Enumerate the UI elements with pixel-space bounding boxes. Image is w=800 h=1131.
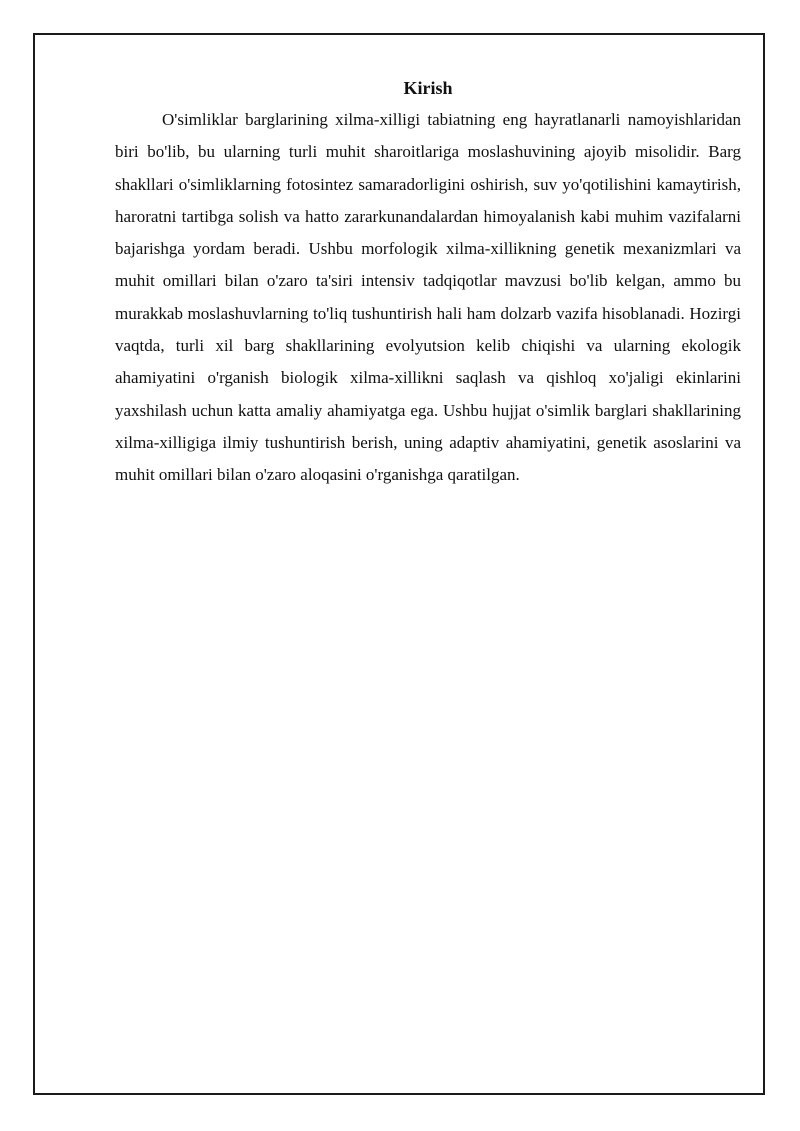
document-body <box>115 76 741 492</box>
document-title: Kirish <box>403 78 453 98</box>
intro-paragraph: O'simliklar barglarining xilma-xilligi tabiatning eng hayratlanarli namoyishlaridan biri bo'lib, bu ularning turli muhit sharoitlariga moslashuvining ajoyib misolidir. Barg shakllari o'simliklarning fotosintez samaradorligini oshirish, suv yo'qotilishini kamaytirish, haroratni tartibga solish va hatto zararkunandalardan himoyalanish kabi muhim vazifalarni bajarishga yordam beradi. Ushbu morfologik xilma-xillikning genetik mexanizmlari va muhit omillari bilan o'zaro ta'siri intensiv tadqiqotlar mavzusi bo'lib kelgan, ammo bu murakkab moslashuvlarning to'liq tushuntirish hali ham dolzarb vazifa hisoblanadi. Hozirgi vaqtda, turli xil barg shakllarining evolyutsion kelib chiqishi va ularning ekologik ahamiyatini o'rganish biologik xilma-xillikni saqlash va qishloq xo'jaligi ekinlarini yaxshilash uchun katta amaliy ahamiyatga ega. Ushbu hujjat o'simlik barglari shakllarining xilma-xilligiga ilmiy tushuntirish berish, uning adaptiv ahamiyatini, genetik asoslarini va muhit omillari bilan o'zaro aloqasini o'rganishga qaratilgan. <box>115 110 741 485</box>
